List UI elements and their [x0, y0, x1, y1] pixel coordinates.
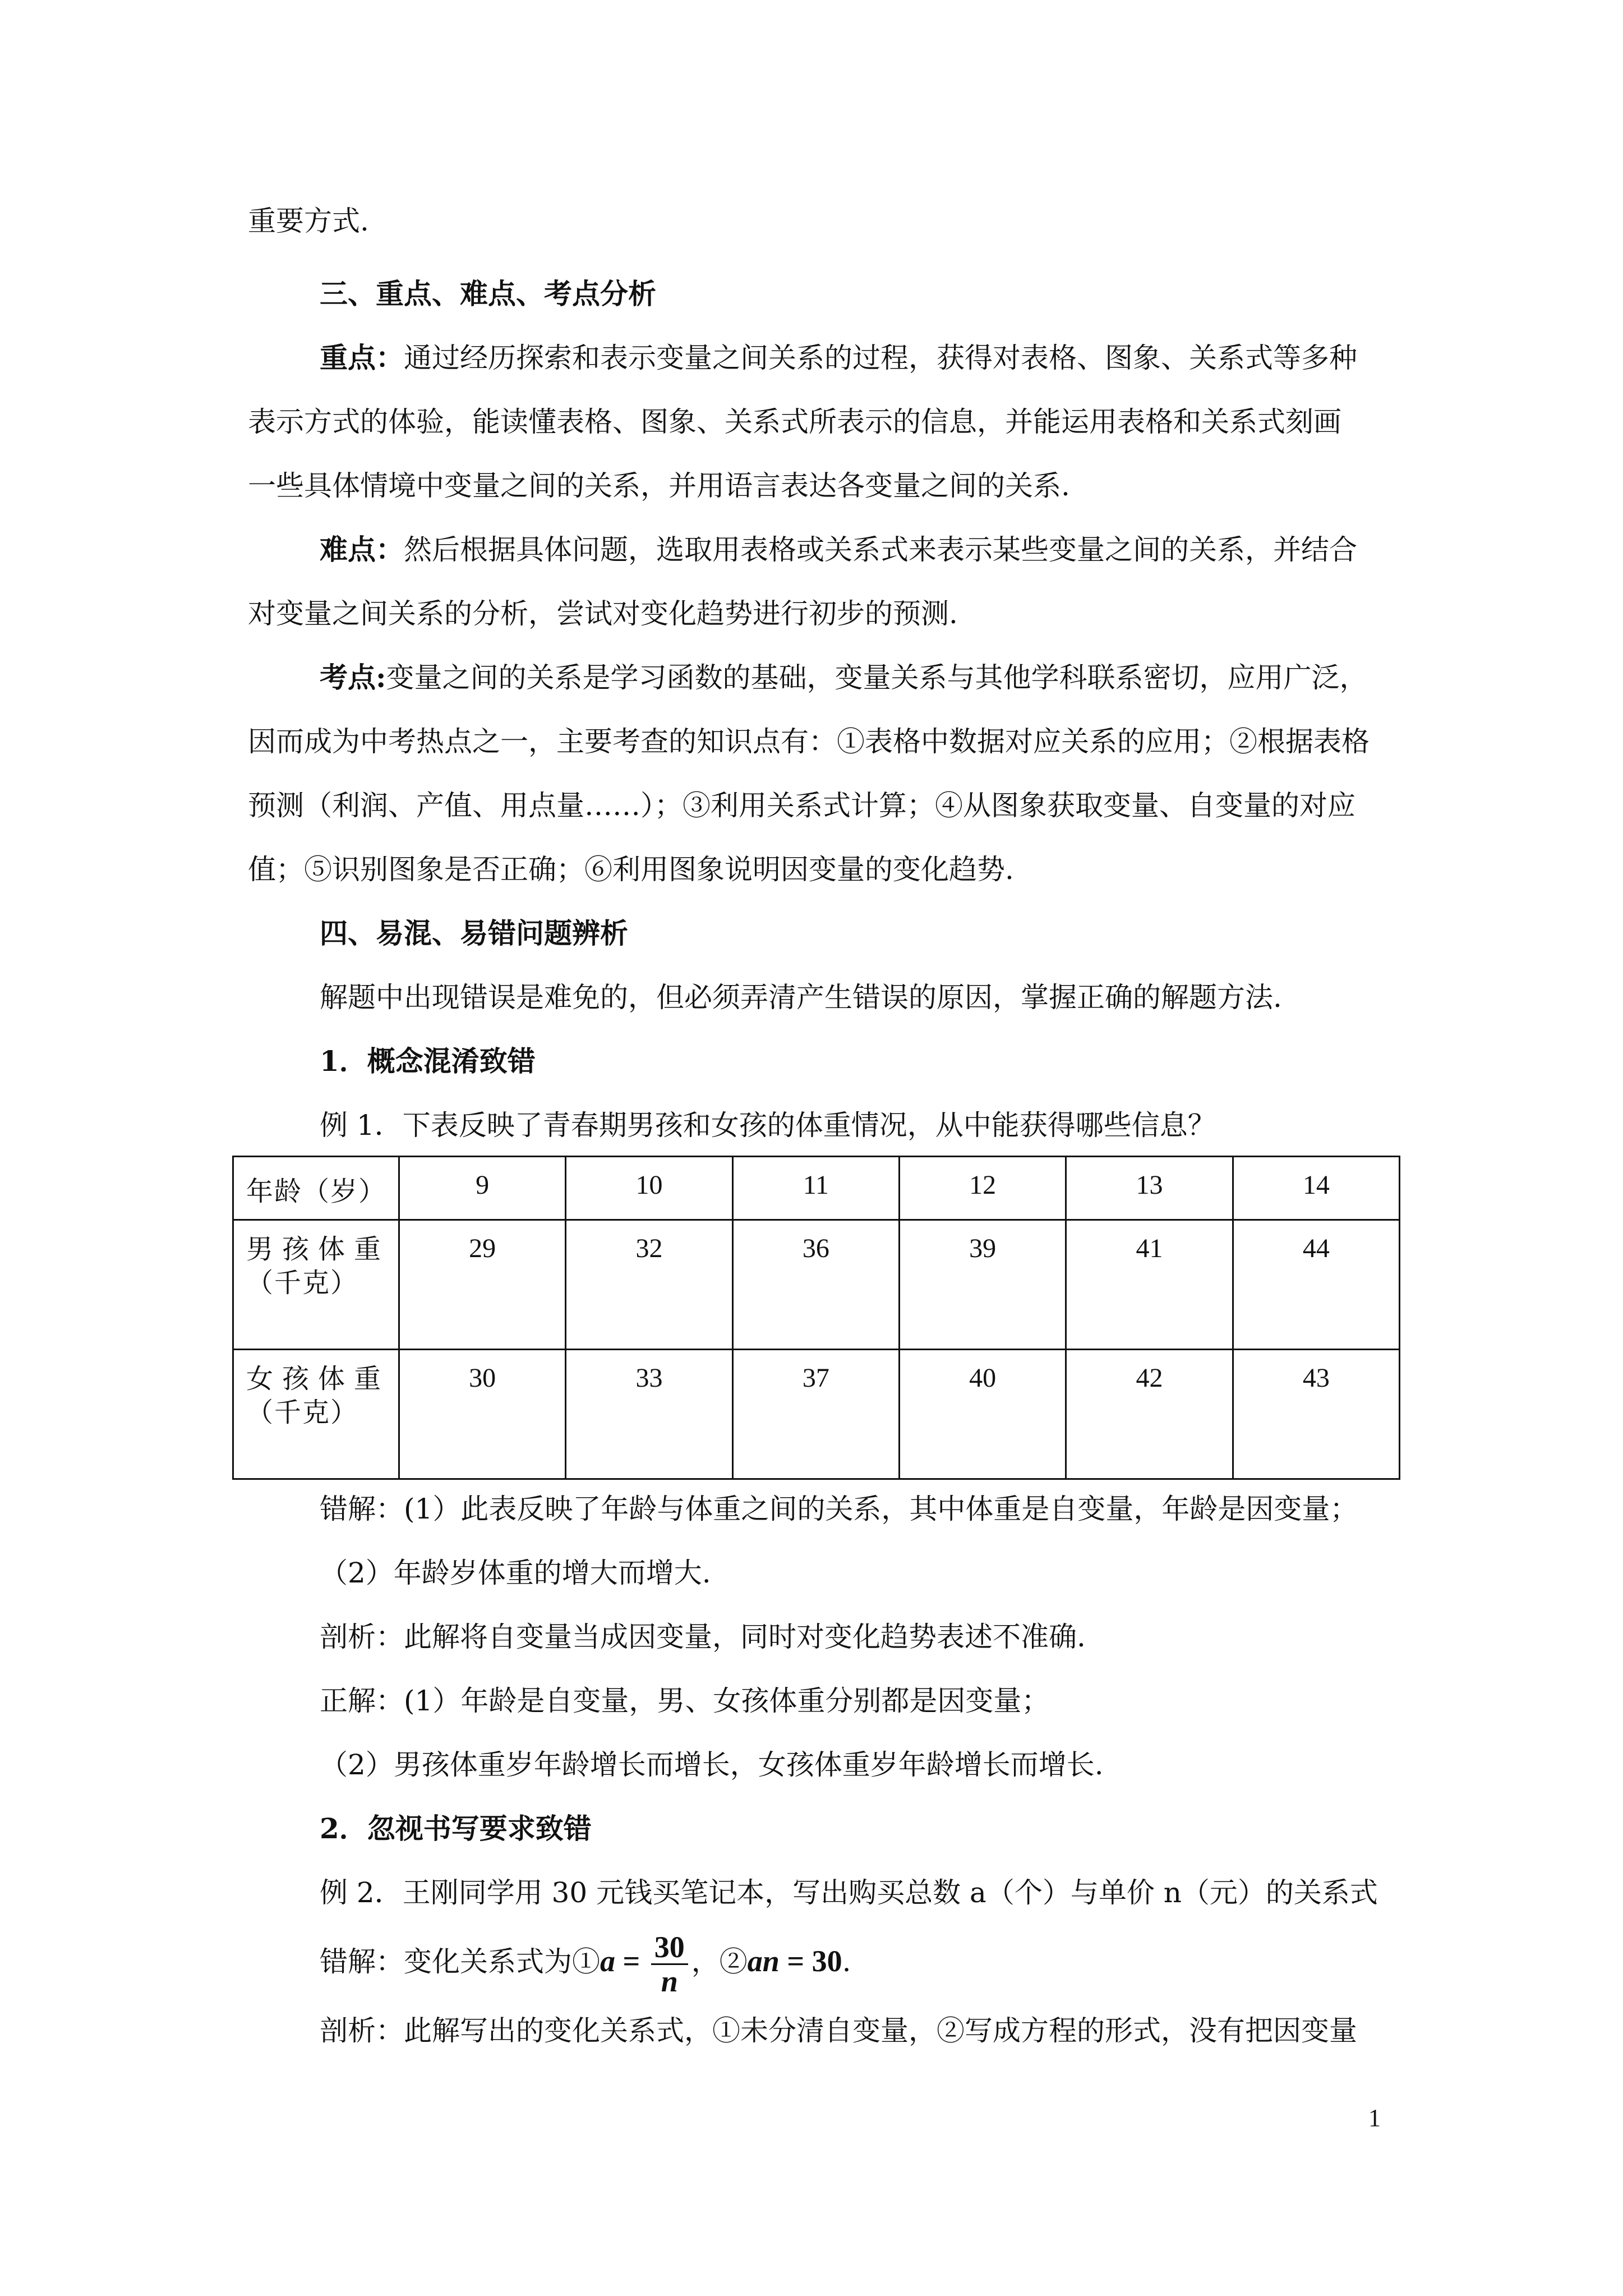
difficulty-label: 难点：	[320, 533, 404, 566]
boys-label-line-1: 男 孩 体 重	[246, 1235, 382, 1264]
subsection-heading-2: 2．忽视书写要求致错	[320, 1812, 592, 1845]
table-header-label: 年龄（岁）	[233, 1157, 399, 1220]
section-heading-3: 三、重点、难点、考点分析	[320, 277, 656, 310]
difficulty-text-1: 然后根据具体问题，选取用表格或关系式来表示某些变量之间的关系，并结合	[404, 533, 1357, 566]
section-heading-4: 四、易混、易错问题辨析	[320, 917, 628, 950]
table-cell: 11	[732, 1157, 899, 1220]
girls-label-line-1: 女 孩 体 重	[246, 1364, 382, 1394]
table-cell: 43	[1233, 1350, 1399, 1479]
formula-separator: ，②	[691, 1945, 748, 1978]
table-row	[233, 1157, 1400, 1220]
page-number: 1	[1368, 2104, 1381, 2132]
example-2-prompt: 例 2．王刚同学用 30 元钱买笔记本，写出购买总数 a（个）与单价 n（元）的关系式	[320, 1876, 1378, 1909]
formula-var-a: a	[600, 1944, 615, 1978]
difficulty-line-2: 对变量之间关系的分析，尝试对变化趋势进行初步的预测.	[248, 597, 958, 630]
key-points-line-1	[320, 341, 1357, 375]
table-cell: 42	[1066, 1350, 1233, 1479]
key-points-line-3: 一些具体情境中变量之间的关系，并用语言表达各变量之间的关系.	[248, 470, 1070, 502]
exam-points-line-4: 值；⑤识别图象是否正确；⑥利用图象说明因变量的变化趋势.	[248, 853, 1014, 886]
table-cell: 14	[1233, 1157, 1399, 1220]
intro-paragraph: 解题中出现错误是难免的，但必须弄清产生错误的原因，掌握正确的解题方法.	[320, 981, 1282, 1014]
exam-points-line-2: 因而成为中考热点之一，主要考查的知识点有：①表格中数据对应关系的应用；②根据表格	[248, 725, 1370, 758]
exam-points-label: 考点:	[320, 661, 386, 694]
exam-points-text-1: 变量之间的关系是学习函数的基础，变量关系与其他学科联系密切，应用广泛，	[386, 661, 1368, 694]
example-1-prompt: 例 1．下表反映了青春期男孩和女孩的体重情况，从中能获得哪些信息？	[320, 1109, 1216, 1142]
formula-equals-30: = 30	[779, 1944, 842, 1978]
table-cell: 13	[1066, 1157, 1233, 1220]
key-points-label: 重点：	[320, 341, 404, 374]
wrong-solution-2	[320, 1927, 851, 1998]
analysis-2: 剖析：此解写出的变化关系式，①未分清自变量，②写成方程的形式，没有把因变量	[320, 2014, 1357, 2047]
correct-solution-1-line-2: （2）男孩体重岁年龄增长而增长，女孩体重岁年龄增长而增长.	[320, 1749, 1104, 1781]
table-row-label-boys	[233, 1220, 399, 1350]
correct-solution-1-line-1: 正解：(1）年龄是自变量，男、女孩体重分别都是因变量；	[320, 1685, 1050, 1717]
table-cell: 36	[732, 1220, 899, 1350]
formula-var-an: an	[747, 1944, 780, 1978]
difficulty-line-1	[320, 533, 1357, 567]
fraction-numerator: 30	[651, 1931, 688, 1965]
girls-label-line-2: （千克）	[246, 1398, 359, 1428]
formula-end: .	[842, 1945, 851, 1978]
fraction-denominator: n	[661, 1964, 678, 1998]
weight-table	[232, 1156, 1400, 1480]
table-cell: 32	[566, 1220, 732, 1350]
exam-points-line-3: 预测（利润、产值、用点量……）；③利用关系式计算；④从图象获取变量、自变量的对应	[248, 789, 1355, 822]
exam-points-line-1	[320, 661, 1367, 694]
table-cell: 29	[399, 1220, 566, 1350]
paragraph-fragment: 重要方式.	[248, 205, 369, 237]
table-cell: 30	[399, 1350, 566, 1479]
table-cell: 10	[566, 1157, 732, 1220]
table-cell: 44	[1233, 1220, 1399, 1350]
table-cell: 33	[566, 1350, 732, 1479]
formula-fraction	[651, 1931, 688, 1998]
wrong-solution-2-prefix: 错解：变化关系式为①	[320, 1945, 600, 1978]
wrong-solution-1-line-1: 错解：(1）此表反映了年龄与体重之间的关系，其中体重是自变量，年龄是因变量；	[320, 1493, 1358, 1525]
subsection-heading-1: 1．概念混淆致错	[320, 1045, 536, 1078]
table-cell: 12	[899, 1157, 1066, 1220]
table-cell: 39	[899, 1220, 1066, 1350]
table-row-label-girls	[233, 1350, 399, 1479]
table-cell: 40	[899, 1350, 1066, 1479]
key-points-line-2: 表示方式的体验，能读懂表格、图象、关系式所表示的信息，并能运用表格和关系式刻画	[248, 406, 1341, 438]
key-points-text-1: 通过经历探索和表示变量之间关系的过程，获得对表格、图象、关系式等多种	[404, 342, 1357, 374]
table-row	[233, 1350, 1400, 1479]
table-cell: 37	[732, 1350, 899, 1479]
wrong-solution-1-line-2: （2）年龄岁体重的增大而增大.	[320, 1557, 711, 1589]
analysis-1: 剖析：此解将自变量当成因变量，同时对变化趋势表述不准确.	[320, 1621, 1086, 1653]
table-cell: 41	[1066, 1220, 1233, 1350]
table-row	[233, 1220, 1400, 1350]
table-cell: 9	[399, 1157, 566, 1220]
formula-equals: =	[615, 1944, 648, 1978]
boys-label-line-2: （千克）	[246, 1268, 359, 1298]
